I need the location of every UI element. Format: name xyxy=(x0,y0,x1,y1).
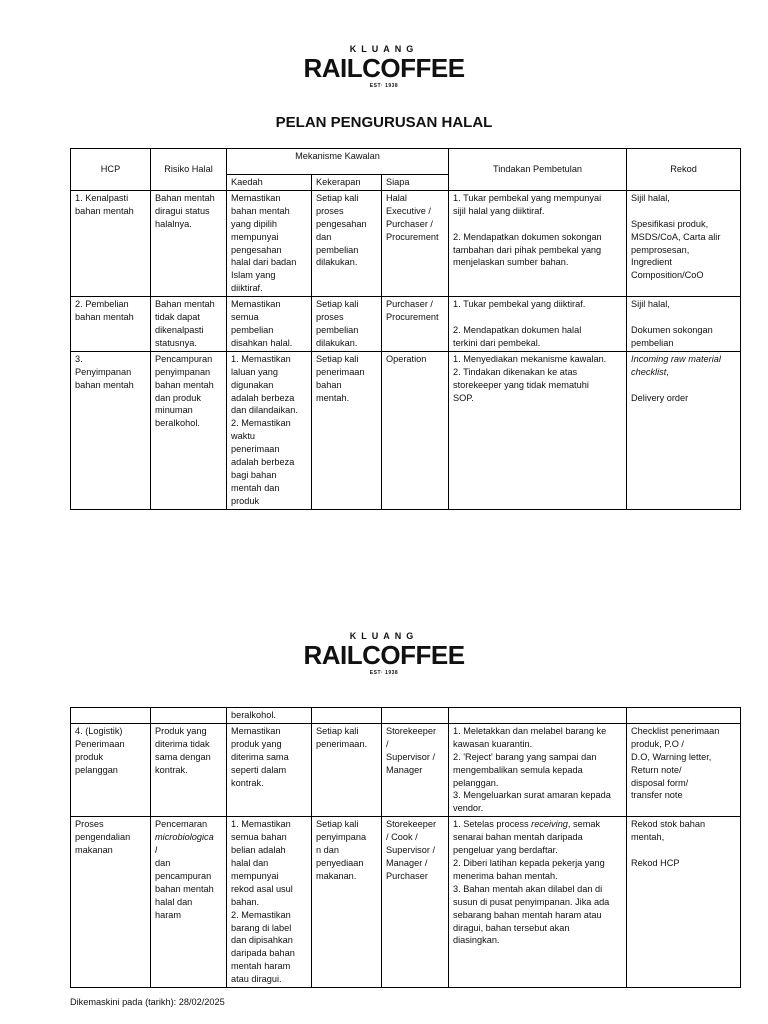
cell-tindakan: 1. Tukar pembekal yang mempunyai sijil halal yang diiktiraf. 2. Mendapatkan dokumen sokongan tambahan dari pihak pembekal yang menjelaskan sumber bahan. xyxy=(449,190,627,296)
cell-tindakan: 1. Meletakkan dan melabel barang ke kawasan kuarantin. 2. 'Reject' barang yang sampai dan mengembalikan semula kepada pelanggan. 3. Mengeluarkan surat amaran kepada vendor. xyxy=(449,723,627,816)
logo-top-text: KLUANG xyxy=(349,631,419,641)
header-risiko-halal: Risiko Halal xyxy=(151,149,227,191)
halal-plan-table-1 xyxy=(70,148,741,510)
cell-hcp: 2. Pembelian bahan mentah xyxy=(71,297,151,352)
logo-main-text: RAILCOFFEE xyxy=(303,53,465,83)
cell-kekerapan: Setiap kali penyimpana n dan penyediaan makanan. xyxy=(312,817,382,988)
rekod-rest-text: , Delivery order xyxy=(631,366,689,403)
cell-kaedah: 1. Memastikan semua bahan belian adalah halal dan mempunyai rekod asal usul bahan. 2. Memastikan barang di label dan dipisahkan daripada bahan mentah haram atau diragui. xyxy=(227,817,312,988)
cell-siapa: Storekeeper / Supervisor / Manager xyxy=(382,723,449,816)
cell-siapa: Operation xyxy=(382,351,449,509)
cell-tindakan: 1. Tukar pembekal yang diiktiraf. 2. Mendapatkan dokumen halal terkini dari pembekal. xyxy=(449,297,627,352)
cell-kaedah: 1. Memastikan laluan yang digunakan adalah berbeza dan dilandaikan. 2. Memastikan waktu penerimaan adalah berbeza bagi bahan mentah dan produk xyxy=(227,351,312,509)
rekod-italic-text: Incoming raw material checklist xyxy=(631,353,721,377)
halal-plan-table-2 xyxy=(70,707,741,988)
cell-kekerapan: Setiap kali proses pembelian dilakukan. xyxy=(312,297,382,352)
cell-hcp: 1. Kenalpasti bahan mentah xyxy=(71,190,151,296)
header-siapa: Siapa xyxy=(382,175,449,191)
cell-rekod: Rekod stok bahan mentah, Rekod HCP xyxy=(627,817,741,988)
cell-rekod xyxy=(627,351,741,509)
table-row xyxy=(71,297,741,352)
table-row xyxy=(71,817,741,988)
header-kaedah: Kaedah xyxy=(227,175,312,191)
logo-kluang-railcoffee-page-2 xyxy=(0,631,768,677)
cell-risiko: Pencemaran microbiologica l dan pencampuran bahan mentah halal dan haram xyxy=(151,817,227,988)
header-rekod: Rekod xyxy=(627,149,741,191)
logo-est-text: EST· 1938 xyxy=(369,670,399,676)
cell-kekerapan: Setiap kali penerimaan bahan mentah. xyxy=(312,351,382,509)
cell-tindakan: 1. Menyediakan mekanisme kawalan. 2. Tindakan dikenakan ke atas storekeeper yang tidak mematuhi SOP. xyxy=(449,351,627,509)
cell-siapa: Storekeeper / Cook / Supervisor / Manager / Purchaser xyxy=(382,817,449,988)
cell-rekod: Sijil halal, Dokumen sokongan pembelian xyxy=(627,297,741,352)
footer-updated-date: Dikemaskini pada (tarikh): 28/02/2025 xyxy=(70,997,225,1007)
logo-main-text: RAILCOFFEE xyxy=(303,640,465,670)
cell-rekod: Sijil halal, Spesifikasi produk, MSDS/CoA, Carta alir pemprosesan, Ingredient Composition/CoO xyxy=(627,190,741,296)
cell-kekerapan: Setiap kali penerimaan. xyxy=(312,723,382,816)
cell-siapa: Halal Executive / Purchaser / Procurement xyxy=(382,190,449,296)
cell-risiko: Bahan mentah tidak dapat dikenalpasti statusnya. xyxy=(151,297,227,352)
header-tindakan-pembetulan: Tindakan Pembetulan xyxy=(449,149,627,191)
tindakan-italic-text: receiving xyxy=(531,819,568,830)
logo-top-text: KLUANG xyxy=(349,44,419,54)
table-row xyxy=(71,351,741,509)
cell-kaedah: Memastikan semua pembelian disahkan halal. xyxy=(227,297,312,352)
header-kekerapan: Kekerapan xyxy=(312,175,382,191)
header-hcp: HCP xyxy=(71,149,151,191)
cell-hcp: 3. Penyimpanan bahan mentah xyxy=(71,351,151,509)
risiko-italic-text: microbiologica l xyxy=(155,832,214,856)
table-row xyxy=(71,723,741,816)
cell-risiko: Bahan mentah diragui status halalnya. xyxy=(151,190,227,296)
header-mekanisme-kawalan: Mekanisme Kawalan xyxy=(227,149,449,175)
page-title: PELAN PENGURUSAN HALAL xyxy=(275,114,493,131)
cell-hcp: Proses pengendalian makanan xyxy=(71,817,151,988)
cell-risiko: Pencampuran penyimpanan bahan mentah dan produk minuman beralkohol. xyxy=(151,351,227,509)
cell-kaedah: beralkohol. xyxy=(227,708,312,724)
cell-tindakan: 1. Setelas process receiving, semak senarai bahan mentah daripada pengeluar yang berdaftar. 2. Diberi latihan kepada pekerja yang menerima bahan mentah. 3. Bahan mentah akan dilabel dan di susun di pusat penyimpanan. Jika ada sebarang bahan mentah haram atau diragui, bahan tersebut akan diasingkan. xyxy=(449,817,627,988)
cell-kekerapan: Setiap kali proses pengesahan dan pembelian dilakukan. xyxy=(312,190,382,296)
logo-est-text: EST· 1938 xyxy=(369,83,399,89)
cell-siapa: Purchaser / Procurement xyxy=(382,297,449,352)
table-row xyxy=(71,190,741,296)
cell-kaedah: Memastikan bahan mentah yang dipilih mempunyai pengesahan halal dari badan Islam yang diiktiraf. xyxy=(227,190,312,296)
table-row-continuation xyxy=(71,708,741,724)
cell-hcp: 4. (Logistik) Penerimaan produk pelanggan xyxy=(71,723,151,816)
cell-rekod: Checklist penerimaan produk, P.O / D.O, Warning letter, Return note/ disposal form/ transfer note xyxy=(627,723,741,816)
cell-kaedah: Memastikan produk yang diterima sama seperti dalam kontrak. xyxy=(227,723,312,816)
cell-risiko: Produk yang diterima tidak sama dengan kontrak. xyxy=(151,723,227,816)
logo-kluang-railcoffee xyxy=(0,44,768,90)
